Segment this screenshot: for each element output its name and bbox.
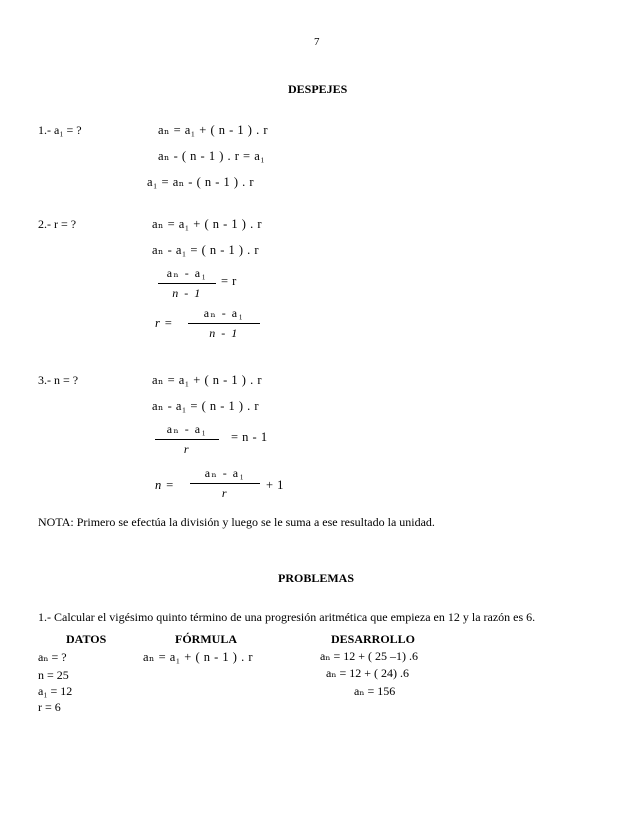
item-3-fraction-2-lhs: n = <box>155 478 175 492</box>
datos-item: a₁ = 12 <box>38 684 73 698</box>
desarrollo-line: aₙ = 156 <box>354 684 396 698</box>
fraction-denominator: n - 1 <box>209 326 239 340</box>
desarrollo-line: aₙ = 12 + ( 24) .6 <box>326 666 410 680</box>
page-number: 7 <box>314 36 320 48</box>
fraction-bar <box>188 323 260 324</box>
item-1-equation-3: a₁ = aₙ - ( n - 1 ) . r <box>147 175 255 189</box>
fraction-bar <box>190 483 260 484</box>
item-1-equation-2: aₙ - ( n - 1 ) . r = a₁ <box>158 149 266 163</box>
item-3-equation-1: aₙ = a₁ + ( n - 1 ) . r <box>152 373 262 387</box>
item-2-fraction-2-lhs: r = <box>155 316 173 330</box>
item-3-fraction-1 <box>155 422 219 457</box>
datos-item: aₙ = ? <box>38 650 67 664</box>
desarrollo-line: aₙ = 12 + ( 25 –1) .6 <box>320 649 419 663</box>
item-2-label: 2.- r = ? <box>38 217 77 231</box>
fraction-bar <box>155 439 219 440</box>
datos-item: n = 25 <box>38 668 69 682</box>
section-heading-problemas: PROBLEMAS <box>278 571 355 585</box>
fraction-bar <box>158 283 216 284</box>
formula-header: FÓRMULA <box>175 632 237 646</box>
fraction-numerator: aₙ - a₁ <box>166 422 208 436</box>
item-3-fraction-2 <box>190 466 260 501</box>
datos-item: r = 6 <box>38 700 61 714</box>
fraction-denominator: n - 1 <box>172 286 202 300</box>
problem-1-statement: 1.- Calcular el vigésimo quinto término de una progresión aritmética que empieza en 12 y la razón es 6. <box>38 610 536 624</box>
item-3-equation-2: aₙ - a₁ = ( n - 1 ) . r <box>152 399 260 413</box>
item-2-fraction-1-rhs: = r <box>221 274 237 288</box>
item-2-fraction-2 <box>188 306 260 341</box>
nota-text: NOTA: Primero se efectúa la división y luego se le suma a ese resultado la unidad. <box>38 515 435 529</box>
item-1-label: 1.- a₁ = ? <box>38 123 82 137</box>
item-2-fraction-1 <box>158 266 216 301</box>
item-2-equation-1: aₙ = a₁ + ( n - 1 ) . r <box>152 217 262 231</box>
item-2-equation-2: aₙ - a₁ = ( n - 1 ) . r <box>152 243 260 257</box>
item-1-equation-1: aₙ = a₁ + ( n - 1 ) . r <box>158 123 268 137</box>
desarrollo-header: DESARROLLO <box>331 632 416 646</box>
item-3-fraction-2-rhs: + 1 <box>266 478 284 492</box>
fraction-numerator: aₙ - a₁ <box>166 266 208 280</box>
fraction-denominator: r <box>221 486 229 500</box>
item-3-fraction-1-rhs: = n - 1 <box>231 430 268 444</box>
item-3-label: 3.- n = ? <box>38 373 79 387</box>
fraction-numerator: aₙ - a₁ <box>204 466 246 480</box>
fraction-numerator: aₙ - a₁ <box>203 306 245 320</box>
formula-equation: aₙ = a₁ + ( n - 1 ) . r <box>143 650 253 664</box>
fraction-denominator: r <box>183 442 191 456</box>
section-heading-despejes: DESPEJES <box>288 82 348 96</box>
datos-header: DATOS <box>66 632 107 646</box>
